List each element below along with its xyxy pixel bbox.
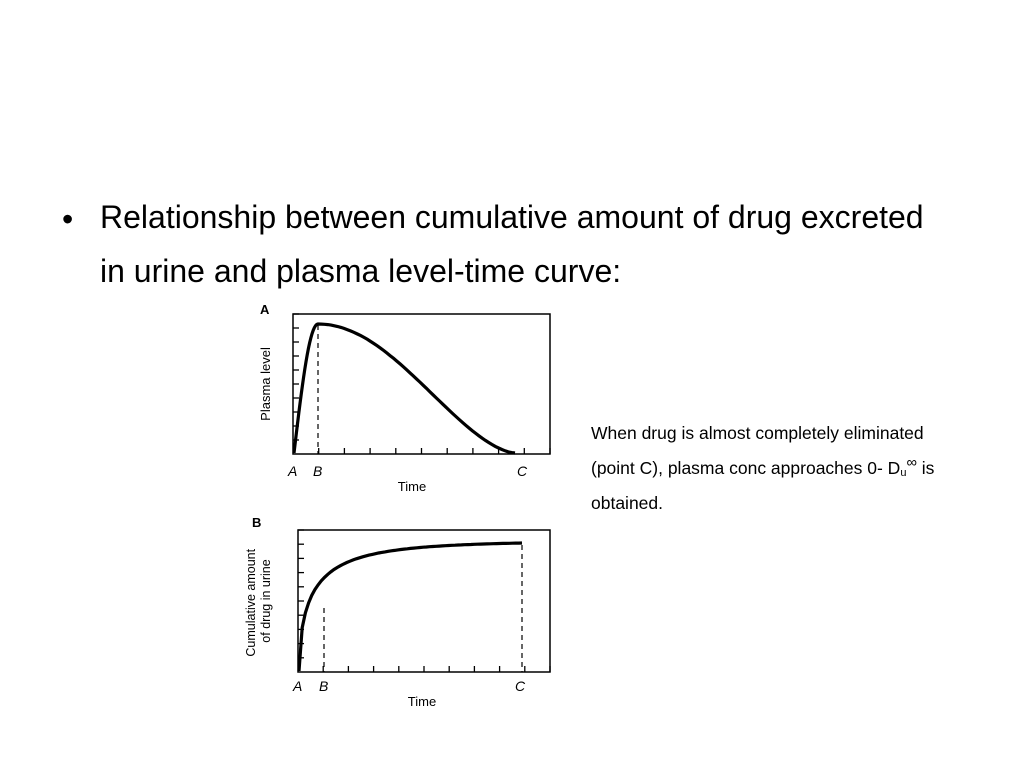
side-note	[591, 418, 936, 518]
x-marker-b: B	[319, 678, 329, 694]
x-axis-label: Time	[397, 479, 427, 494]
x-marker-c: C	[515, 678, 526, 694]
y-axis-label	[244, 545, 273, 656]
note-superscript: ∞	[906, 455, 917, 471]
tick-marks	[298, 530, 550, 672]
y-axis-label-line1: Cumulative amount	[244, 548, 258, 657]
panel-label: A	[260, 302, 270, 317]
chart-cumulative-urine	[240, 513, 570, 718]
bullet-text: Relationship between cumulative amount of drug excreted in urine and plasma level-time curve:	[100, 199, 924, 289]
x-marker-b: B	[313, 463, 323, 479]
y-axis-label-line2: of drug in urine	[259, 559, 273, 643]
bullet-dot: •	[62, 201, 74, 237]
chart-plasma-level	[240, 295, 570, 500]
note-part1: When drug is almost completely eliminated (point C), plasma conc approaches 0- D	[591, 423, 924, 478]
panel-label: B	[252, 515, 262, 530]
note-part2: is obtained.	[591, 457, 935, 513]
x-axis-label: Time	[407, 694, 437, 709]
plot-frame	[298, 530, 550, 672]
x-marker-a: A	[288, 463, 298, 479]
note-subscript: u	[900, 466, 907, 479]
y-axis-label: Plasma level	[258, 347, 273, 421]
x-marker-c: C	[517, 463, 528, 479]
plasma-curve	[294, 324, 515, 453]
cumulative-curve	[299, 543, 522, 671]
x-marker-a: A	[293, 678, 303, 694]
